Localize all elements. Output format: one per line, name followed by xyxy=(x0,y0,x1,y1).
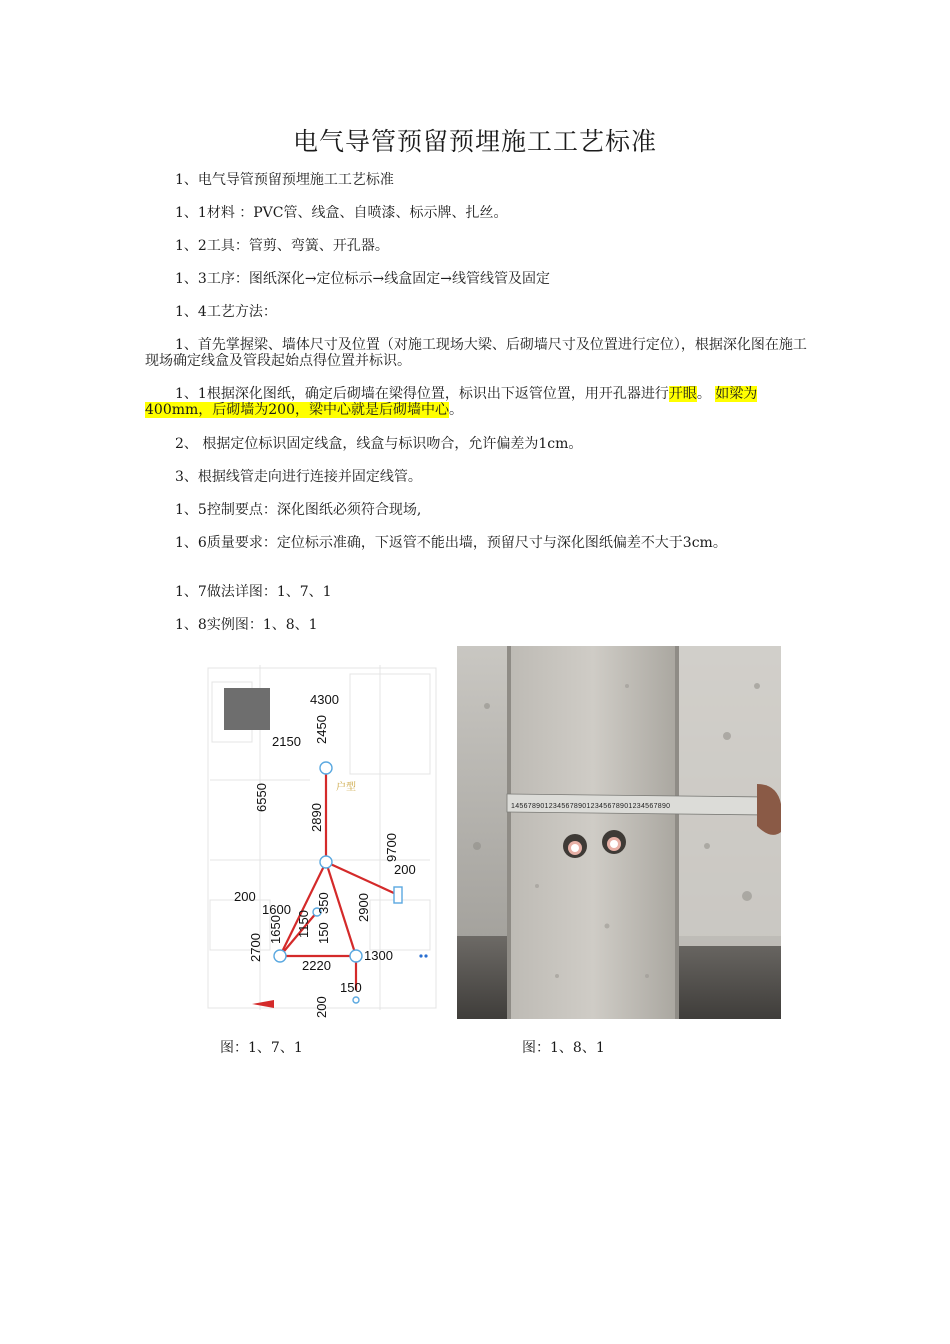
paragraph-method-heading: 1、4工艺方法： xyxy=(175,304,277,320)
dim-1600: 1600 xyxy=(262,902,291,917)
dim-150: 150 xyxy=(340,980,362,995)
dim-150: 150 xyxy=(316,922,331,944)
highlighted-text: 开眼 xyxy=(668,386,697,402)
junction-box xyxy=(394,887,402,903)
dim-9700: 9700 xyxy=(384,833,399,862)
paragraph-process: 1、3工序：图纸深化→定位标示→线盒固定→线管线管及固定 xyxy=(175,271,551,287)
concrete-beam xyxy=(507,646,679,1019)
paragraph-method-2: 2、 根据定位标识固定线盒，线盒与标识吻合，允许偏差为1cm。 xyxy=(175,436,583,452)
dim-1150: 1150 xyxy=(296,910,311,938)
figure-caption: 图：1、8、1 xyxy=(522,1040,605,1056)
junction-box xyxy=(353,997,359,1003)
paragraph-control: 1、5控制要点：深化图纸必须符合现场, xyxy=(175,502,422,518)
text-segment: 。 xyxy=(449,402,463,418)
paragraph-materials: 1、1材料 ：PVC管、线盒、自喷漆、标示牌、扎丝。 xyxy=(175,205,508,221)
dim-2150: 2150 xyxy=(272,734,301,749)
page-title: 电气导管预留预埋施工工艺标准 xyxy=(292,127,657,156)
paragraph-method-3: 3、根据线管走向进行连接并固定线管。 xyxy=(175,469,422,485)
paragraph-method-1: 1、首先掌握梁、墙体尺寸及位置（对施工现场大梁、后砌墙尺寸及位置进行定位），根据深化图在施工现场确定线盒及管段起始点得位置并标识。 xyxy=(145,337,807,369)
text-segment: 。 xyxy=(696,386,711,402)
paragraph-tools: 1、2工具：管剪、弯簧、开孔器。 xyxy=(175,238,389,254)
dim-350: 350 xyxy=(316,892,331,914)
paragraph-detail-ref: 1、7做法详图：1、7、1 xyxy=(175,584,332,600)
dim-1650: 1650 xyxy=(268,915,283,944)
junction-box xyxy=(320,856,332,868)
dim-2450: 2450 xyxy=(314,715,329,744)
dim-1300: 1300 xyxy=(364,948,393,963)
junction-box xyxy=(350,950,362,962)
paragraph-example-ref: 1、8实例图：1、8、1 xyxy=(175,617,318,633)
junction-box xyxy=(320,762,332,774)
blue-dots xyxy=(419,954,427,957)
highlighted-text: 如梁为400mm，后砌墙为200，梁中心就是后砌墙中心 xyxy=(145,386,758,418)
paragraph-1: 1、电气导管预留预埋施工工艺标准 xyxy=(175,172,394,188)
tape-marks: 14567890123456789012345678901234567890 xyxy=(511,803,671,810)
dim-6550: 6550 xyxy=(254,783,269,812)
junction-box xyxy=(274,950,286,962)
conduit-layout-diagram xyxy=(200,660,440,1025)
paragraph-quality: 1、6质量要求：定位标示准确，下返管不能出墙，预留尺寸与深化图纸偏差不大于3cm。 xyxy=(175,535,727,551)
dim-200: 200 xyxy=(314,996,329,1018)
dim-200: 200 xyxy=(234,889,256,904)
dim-4300: 4300 xyxy=(310,692,339,707)
text-segment: 1、1根据深化图纸，确定后砌墙在梁得位置，标识出下返管位置，用开孔器进行 xyxy=(175,386,669,402)
conduit-opening xyxy=(602,830,626,854)
column-block xyxy=(224,688,270,730)
dim-200: 200 xyxy=(394,862,416,877)
dim-2890: 2890 xyxy=(309,803,324,832)
figure-caption: 图：1、7、1 xyxy=(220,1040,303,1056)
room-label: 户型 xyxy=(336,782,356,793)
measuring-tape xyxy=(507,794,767,815)
paragraph-method-1-1 xyxy=(145,386,810,418)
dim-2220: 2220 xyxy=(302,958,331,973)
conduit-opening xyxy=(563,834,587,858)
arrow-marker xyxy=(252,1000,274,1008)
junction-boxes xyxy=(274,762,402,1003)
dim-2900: 2900 xyxy=(356,893,371,922)
site-photo xyxy=(457,646,781,1019)
dim-2700: 2700 xyxy=(248,933,263,962)
